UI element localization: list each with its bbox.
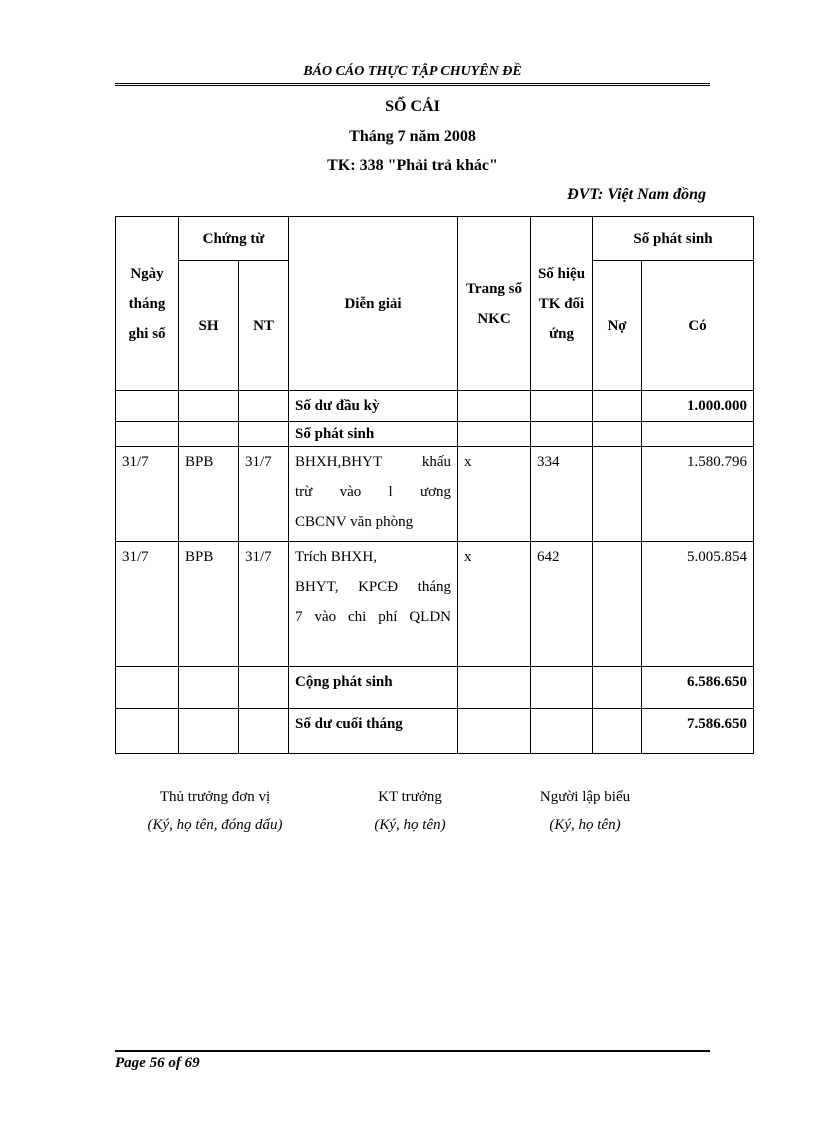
col-header-description: Diễn giải (289, 217, 458, 391)
table-row (116, 447, 754, 542)
signature-preparer (515, 783, 655, 839)
signature-role: Thủ trưởng đơn vị (159, 789, 271, 805)
col-header-credit: Có (642, 261, 754, 391)
table-row-opening (116, 391, 754, 422)
opening-credit: 1.000.000 (642, 391, 754, 422)
arising-label: Số phát sinh (289, 422, 458, 447)
row-description-line: CBCNV văn phòng (295, 514, 414, 530)
row-date: 31/7 (116, 542, 179, 667)
row-description-line: Trích BHXH, (295, 549, 377, 565)
row-description (289, 447, 458, 542)
currency-unit: ĐVT: Việt Nam đồng (567, 186, 706, 203)
row-sh: BPB (179, 542, 239, 667)
signature-head-of-unit (125, 783, 305, 839)
row-debit (593, 542, 642, 667)
row-credit: 5.005.854 (642, 542, 754, 667)
ledger-period: Tháng 7 năm 2008 (349, 128, 476, 145)
row-description-line: trừ vào l ương (295, 484, 452, 500)
ledger-table (115, 216, 754, 754)
table-row-closing (116, 709, 754, 754)
row-sh: BPB (179, 447, 239, 542)
col-header-account: Số hiệu TK đối ứng (531, 217, 593, 391)
col-header-nkc-page: Trang sổ NKC (458, 217, 531, 391)
page-number: Page 56 of 69 (115, 1055, 200, 1071)
ledger-account: TK: 338 "Phải trả khác" (327, 157, 498, 174)
signature-role: Người lập biểu (539, 789, 631, 805)
ledger-title: SỔ CÁI (385, 98, 440, 115)
opening-label: Số dư đầu kỳ (289, 391, 458, 422)
total-credit: 6.586.650 (642, 667, 754, 709)
row-nkc-page: x (458, 447, 531, 542)
row-nkc-page: x (458, 542, 531, 667)
col-header-amount: Số phát sinh (593, 217, 754, 261)
col-header-nt: NT (239, 261, 289, 391)
signature-note: (Ký, họ tên, đóng dấu) (147, 817, 283, 833)
row-account: 334 (531, 447, 593, 542)
row-description-line: BHYT, KPCĐ tháng (295, 579, 452, 595)
signature-note: (Ký, họ tên) (549, 817, 621, 833)
closing-credit: 7.586.650 (642, 709, 754, 754)
row-account: 642 (531, 542, 593, 667)
table-row (116, 542, 754, 667)
signature-chief-accountant (350, 783, 470, 839)
row-nt: 31/7 (239, 447, 289, 542)
total-label: Cộng phát sinh (289, 667, 458, 709)
row-debit (593, 447, 642, 542)
signature-role: KT trưởng (378, 789, 442, 805)
report-header-title: BÁO CÁO THỰC TẬP CHUYÊN ĐỀ (303, 64, 522, 79)
row-nt: 31/7 (239, 542, 289, 667)
footer-rule (115, 1050, 710, 1052)
row-credit: 1.580.796 (642, 447, 754, 542)
header-rule (115, 83, 710, 86)
row-description (289, 542, 458, 667)
table-row-arising (116, 422, 754, 447)
signature-note: (Ký, họ tên) (374, 817, 446, 833)
col-header-debit: Nợ (593, 261, 642, 391)
col-header-sh: SH (179, 261, 239, 391)
row-description-line: 7 vào chi phí QLDN (295, 609, 452, 625)
col-header-voucher: Chứng từ (179, 217, 289, 261)
row-date: 31/7 (116, 447, 179, 542)
row-description-line: BHXH,BHYT khấu (295, 454, 452, 470)
table-row-total (116, 667, 754, 709)
closing-label: Số dư cuối tháng (289, 709, 458, 754)
col-header-date: Ngày tháng ghi sổ (116, 217, 179, 391)
